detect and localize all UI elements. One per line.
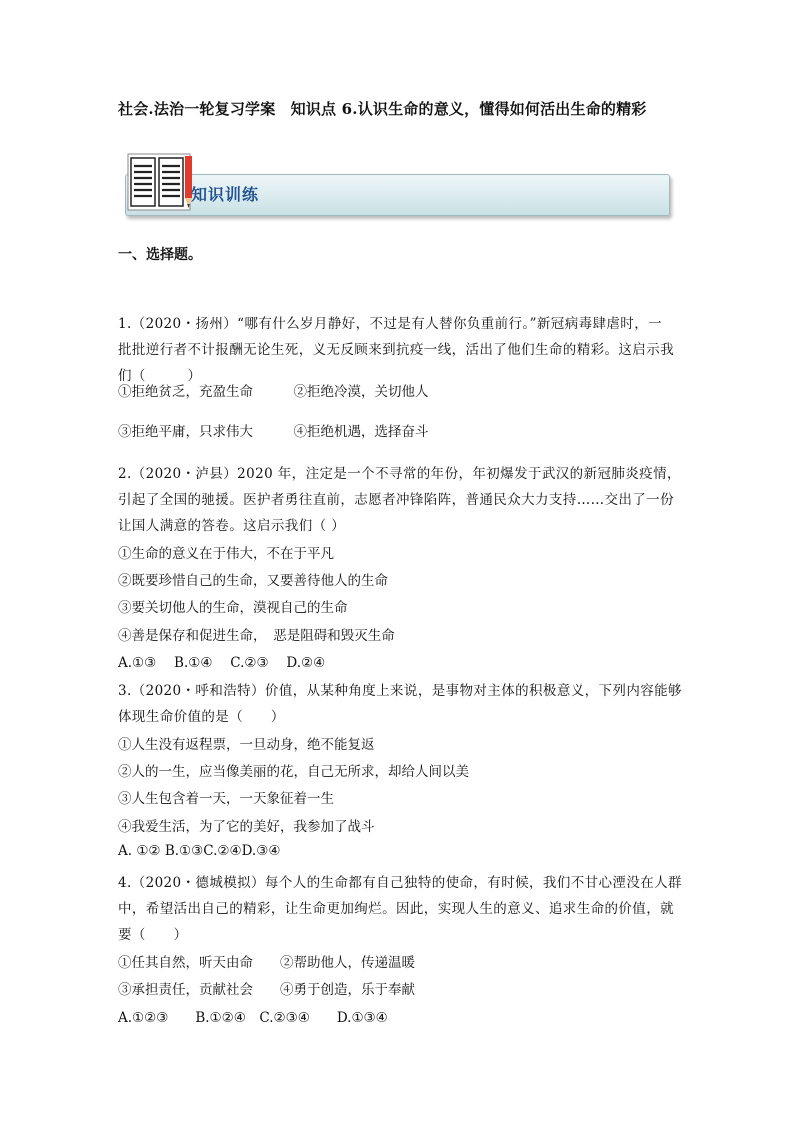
question-4-option-line-2: ③承担责任，贡献社会 ④勇于创造，乐于奉献 [118,982,415,998]
question-4-option-line-1: ①任其自然，听天由命 ②帮助他人，传递温暖 [118,955,415,971]
question-1-option-line-1: ①拒绝贫乏，充盈生命 ②拒绝冷漠，关切他人 [118,384,429,400]
question-3-answer-choices: A. ①② B.①③C.②④D.③④ [118,843,281,859]
question-2-stem-line-2: 引起了全国的驰援。医护者勇往直前，志愿者冲锋陷阵，普通民众大力支持……交出了一份 [118,492,674,508]
question-4-stem-line-1: 4.（2020・德城模拟）每个人的生命都有自己独特的使命，有时候，我们不甘心湮没在人群 [118,875,682,891]
document-title: 社会.法治一轮复习学案 知识点 6.认识生命的意义，懂得如何活出生命的精彩 [118,100,647,118]
question-2-stem-line-3: 让国人满意的答卷。这启示我们（ ） [118,518,346,534]
question-4-stem-line-2: 中，希望活出自己的精彩，让生命更加绚烂。因此，实现人生的意义、追求生命的价值，就 [118,901,674,917]
question-3-stem-line-2: 体现生命价值的是（ ） [118,709,285,725]
section-banner [125,152,670,218]
question-2-option-line-1: ①生命的意义在于伟大，不在于平凡 [118,546,334,562]
book-pencil-icon [127,152,195,214]
question-2-answer-choices: A.①③ B.①④ C.②③ D.②④ [118,655,326,671]
question-2-stem-line-1: 2.（2020・泸县）2020 年，注定是一个不寻常的年份，年初爆发于武汉的新冠肺炎疫情， [118,466,681,482]
question-4-stem-line-3: 要（ ） [118,927,188,943]
section-heading: 一、选择题。 [118,247,202,263]
question-3-option-line-2: ②人的一生，应当像美丽的花，自己无所求，却给人间以美 [118,764,469,780]
question-2-option-line-2: ②既要珍惜自己的生命，又要善待他人的生命 [118,573,388,589]
question-2-option-line-4: ④善是保存和促进生命， 恶是阻碍和毁灭生命 [118,628,395,644]
question-1-stem-line-2: 批批逆行者不计报酬无论生死，义无反顾来到抗疫一线，活出了他们生命的精彩。这启示我 [118,342,674,358]
question-4-answer-choices: A.①②③ B.①②④ C.②③④ D.①③④ [118,1010,388,1026]
question-1-stem-line-1: 1.（2020・扬州）“哪有什么岁月静好，不过是有人替你负重前行。”新冠病毒肆虐时，一 [118,316,662,332]
question-1-option-line-2: ③拒绝平庸，只求伟大 ④拒绝机遇，选择奋斗 [118,424,429,440]
question-3-option-line-1: ①人生没有返程票，一旦动身，绝不能复返 [118,737,375,753]
question-3-stem-line-1: 3.（2020・呼和浩特）价值，从某种角度上来说，是事物对主体的积极意义，下列内容能够 [118,683,682,699]
question-3-option-line-4: ④我爱生活，为了它的美好，我参加了战斗 [118,819,375,835]
question-1-stem-line-3: 们（ ） [118,368,202,384]
question-2-option-line-3: ③要关切他人的生命，漠视自己的生命 [118,600,348,616]
question-3-option-line-3: ③人生包含着一天，一天象征着一生 [118,791,334,807]
banner-label: 知识训练 [191,185,260,204]
